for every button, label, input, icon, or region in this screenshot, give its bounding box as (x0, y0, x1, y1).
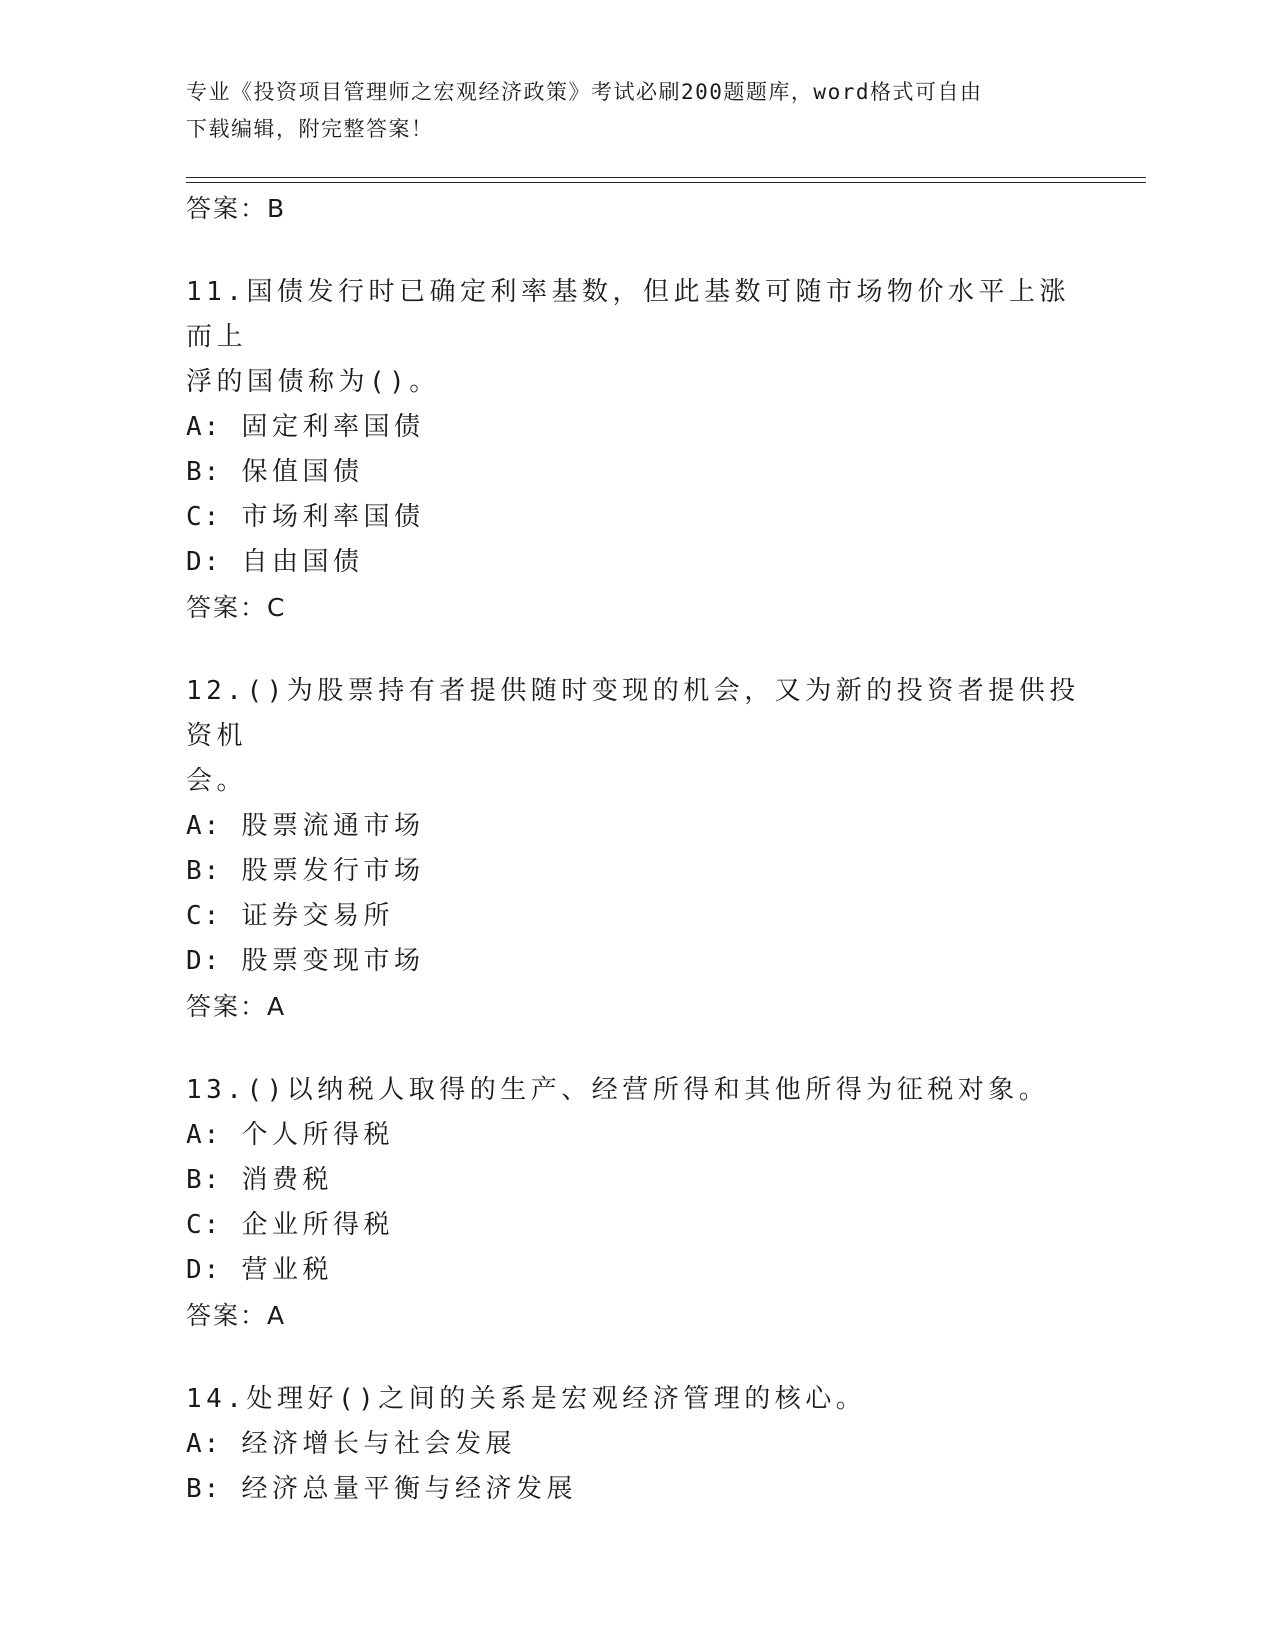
option-text: 经济总量平衡与经济发展 (241, 1474, 577, 1504)
answer-label: 答案： (186, 1301, 268, 1330)
answer-line (186, 984, 1086, 1030)
answer-label: 答案： (186, 992, 268, 1021)
option-text: 股票发行市场 (241, 856, 425, 886)
question-block-12 (186, 669, 1086, 1030)
option-key: D: (186, 547, 222, 577)
answer-line (186, 1293, 1086, 1339)
answer-value: A (267, 992, 286, 1021)
document-header (186, 74, 1086, 148)
option-text: 固定利率国债 (241, 412, 425, 442)
option-text: 个人所得税 (241, 1120, 394, 1150)
question-stem-line: 13.()以纳税人取得的生产、经营所得和其他所得为征税对象。 (186, 1075, 1050, 1105)
question-stem-line: 浮的国债称为()。 (186, 367, 440, 397)
option-d (186, 939, 1086, 984)
answer-value: A (267, 1301, 286, 1330)
question-stem-line: 会。 (186, 766, 248, 796)
document-body (186, 186, 1086, 1512)
question-block-13 (186, 1068, 1086, 1339)
option-text: 自由国债 (241, 547, 364, 577)
answer-line (186, 585, 1086, 631)
option-key: B: (186, 457, 222, 487)
question-stem (186, 1068, 1086, 1113)
answer-label: 答案： (186, 593, 268, 622)
answer-line (186, 186, 1086, 232)
question-stem (186, 1377, 1086, 1422)
header-line-1: 专业《投资项目管理师之宏观经济政策》考试必刷200题题库，word格式可自由 (186, 80, 983, 104)
option-key: C: (186, 1210, 222, 1240)
option-text: 企业所得税 (241, 1210, 394, 1240)
option-key: C: (186, 901, 222, 931)
header-divider-top (186, 177, 1146, 178)
header-divider-bottom (186, 182, 1146, 183)
question-block-14 (186, 1377, 1086, 1512)
option-text: 保值国债 (241, 457, 364, 487)
option-d (186, 540, 1086, 585)
option-a (186, 1422, 1086, 1467)
option-key: A: (186, 1429, 222, 1459)
option-text: 经济增长与社会发展 (241, 1429, 516, 1459)
option-key: A: (186, 412, 222, 442)
option-key: A: (186, 1120, 222, 1150)
question-stem-line: 12.()为股票持有者提供随时变现的机会，又为新的投资者提供投资机 (186, 676, 1080, 751)
option-d (186, 1248, 1086, 1293)
answer-value: B (267, 194, 286, 223)
option-text: 证券交易所 (241, 901, 394, 931)
option-key: B: (186, 1165, 222, 1195)
option-b (186, 849, 1086, 894)
question-stem-line: 14.处理好()之间的关系是宏观经济管理的核心。 (186, 1384, 867, 1414)
option-b (186, 450, 1086, 495)
header-line-2: 下载编辑，附完整答案！ (186, 117, 434, 141)
answer-value: C (267, 593, 286, 622)
answer-label: 答案： (186, 194, 268, 223)
spacer (186, 1339, 1086, 1377)
option-key: B: (186, 1474, 222, 1504)
option-key: C: (186, 502, 222, 532)
option-a (186, 405, 1086, 450)
option-text: 消费税 (241, 1165, 333, 1195)
option-b (186, 1467, 1086, 1512)
option-key: D: (186, 946, 222, 976)
option-a (186, 804, 1086, 849)
question-block-11 (186, 270, 1086, 631)
question-stem (186, 669, 1086, 804)
option-text: 市场利率国债 (241, 502, 425, 532)
option-c (186, 1203, 1086, 1248)
option-c (186, 894, 1086, 939)
option-text: 股票流通市场 (241, 811, 425, 841)
question-stem (186, 270, 1086, 405)
spacer (186, 232, 1086, 270)
option-a (186, 1113, 1086, 1158)
option-key: B: (186, 856, 222, 886)
option-c (186, 495, 1086, 540)
question-stem-line: 11.国债发行时已确定利率基数，但此基数可随市场物价水平上涨而上 (186, 277, 1070, 352)
option-b (186, 1158, 1086, 1203)
spacer (186, 631, 1086, 669)
option-key: D: (186, 1255, 222, 1285)
option-text: 股票变现市场 (241, 946, 425, 976)
option-key: A: (186, 811, 222, 841)
option-text: 营业税 (241, 1255, 333, 1285)
spacer (186, 1030, 1086, 1068)
